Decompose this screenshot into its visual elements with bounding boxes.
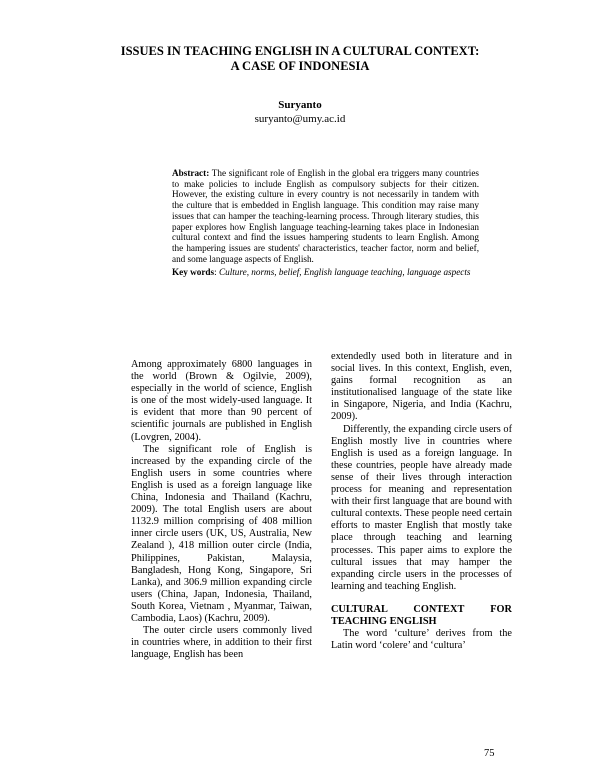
- title-line-1: ISSUES IN TEACHING ENGLISH IN A CULTURAL CONTEXT:: [120, 44, 480, 58]
- paragraph: The word ‘culture’ derives from the Latin word ‘colere’ and ‘cultura’: [331, 628, 512, 652]
- abstract-text: The significant role of English in the global era triggers many countries to make policies to include English as compulsory subjects for their citizen. However, the existing culture in every country is not necessarily in tandem with the culture that is embedded in English language. This condition may raise many issues that can hamper the teaching-learning process. Through literary studies, this paper explores how English language teaching-learning takes place in Indonesian cultural context and find the issues hampering students to learn English. Among the hampering issues are students' characteristics, teacher factor, norm and belief, and some language aspects of English.: [172, 168, 479, 264]
- keywords-separator: :: [214, 267, 219, 277]
- abstract: [172, 168, 479, 264]
- abstract-label: Abstract:: [172, 168, 210, 178]
- paragraph: Differently, the expanding circle users of English mostly live in countries where English is used as a foreign language. In these countries, people have already made sense of their lives through interaction process for meaning and representation with their first language that are bound with cultural contexts. These people need certain efforts to master English that mostly take place through teaching and learning processes. This paper aims to explore the cultural issues that may hamper the expanding circle users in the processes of learning and teaching English.: [331, 423, 513, 592]
- keywords: [172, 267, 528, 278]
- paper-title: [60, 44, 540, 74]
- paragraph: The significant role of English is increased by the expanding circle of the English users in some countries where English is used as a foreign language like China, Indonesia and Thailand (Kachru, 2009). The total English users are about 1132.9 million comprising of 408 million inner circle users (UK, US, Australia, New Zealand ), 418 million outer circle (India, Philippines, Pakistan, Malaysia, Bangladesh, Hong Kong, Singapore, Sri Lanka), and 306.9 million expanding circle users (China, Japan, Indonesia, Thailand, South Korea, Vietnam , Myanmar, Taiwan, Cambodia, Laos) (Kachru, 2009).: [131, 443, 312, 624]
- keywords-label: Key words: [172, 267, 215, 277]
- keywords-text: Culture, norms, belief, English language teaching, language aspects: [218, 267, 471, 277]
- author-email[interactable]: suryanto@umy.ac.id: [254, 113, 346, 125]
- paragraph: extendedly used both in literature and in social lives. In this context, English, even, gains formal recognition as an institutionalised language of the state like in Singapore, Nigeria, and India (Kachru, 2009).: [331, 351, 512, 423]
- right-column: [331, 351, 512, 652]
- author-name: Suryanto: [278, 99, 322, 111]
- left-column: [131, 359, 312, 661]
- page-number: 75: [484, 748, 495, 759]
- section-heading: CULTURAL CONTEXT FOR TEACHING ENGLISH: [331, 603, 512, 627]
- paragraph: Among approximately 6800 languages in the world (Brown & Ogilvie, 2009), especially in the world of science, English is one of the most widely-used language. It is evident that more than 90 percent of scientific journals are published in English (Lovgren, 2004).: [131, 359, 312, 443]
- paragraph: The outer circle users commonly lived in countries where, in addition to their first language, English has been: [131, 625, 312, 661]
- title-line-2: A CASE OF INDONESIA: [230, 59, 370, 73]
